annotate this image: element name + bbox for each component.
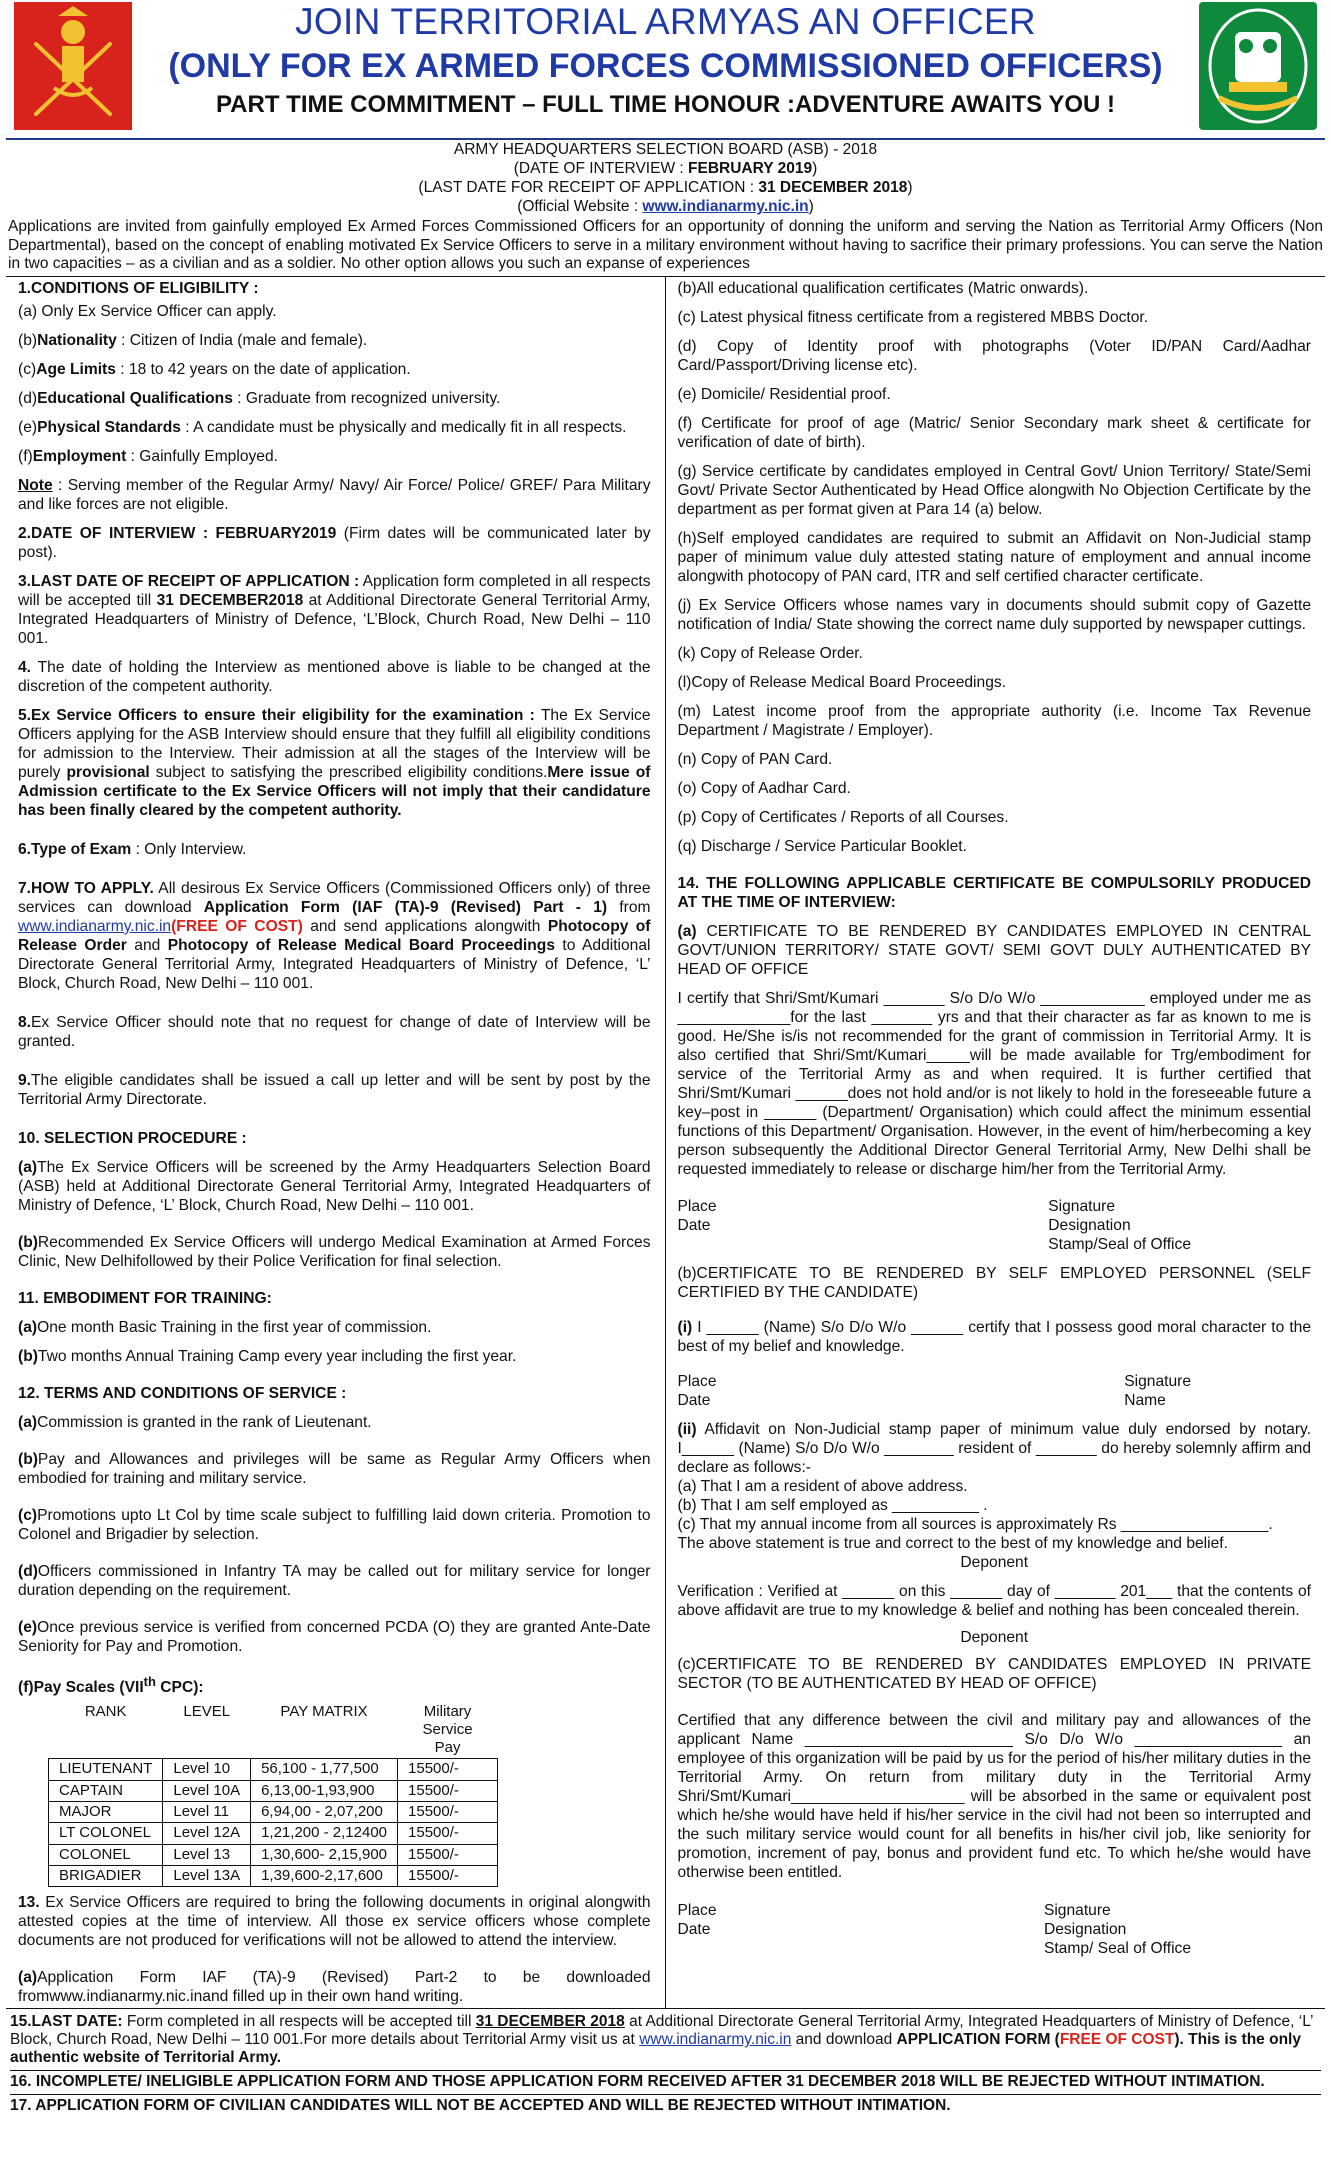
- eligibility-note: Note : Serving member of the Regular Army/ Navy/ Air Force/ Police/ GREF/ Para Military and like forces are not eligible.: [18, 476, 651, 513]
- table-cell: CAPTAIN: [49, 1780, 163, 1801]
- signature-line: Signature: [1048, 1198, 1116, 1216]
- pay-scales-heading: (f)Pay Scales (VIIth CPC):: [18, 1674, 204, 1697]
- affidavit-a: (a) That I am a resident of above address.: [677, 1478, 968, 1496]
- eligibility-e: (e)Physical Standards : A candidate must be physically and medically fit in all respects.: [18, 418, 627, 436]
- eligibility-c: (c)Age Limits : 18 to 42 years on the date of application.: [18, 360, 411, 378]
- asb-line: ARMY HEADQUARTERS SELECTION BOARD (ASB) - 2018: [453, 141, 878, 158]
- table-cell: 1,21,200 - 2,12400: [251, 1823, 398, 1844]
- section-heading: 12. TERMS AND CONDITIONS OF SERVICE :: [18, 1385, 347, 1403]
- table-cell: 6,94,00 - 2,07,200: [251, 1802, 398, 1823]
- signature-line: Date: [677, 1392, 711, 1410]
- table-cell: 56,100 - 1,77,500: [251, 1759, 398, 1780]
- table-row: [49, 1823, 498, 1844]
- table-row: [49, 1780, 498, 1801]
- terms-e: (e)Once previous service is verified from concerned PCDA (O) they are granted Ante-Date Seniority for Pay and Promotion.: [18, 1619, 651, 1656]
- website-link[interactable]: www.indianarmy.nic.in: [639, 2031, 792, 2049]
- column-header: Military Service Pay: [398, 1702, 498, 1759]
- last-date-line: (LAST DATE FOR RECEIPT OF APPLICATION : 31 DECEMBER 2018): [418, 179, 913, 196]
- certificate-c-title: (c)CERTIFICATE TO BE RENDERED BY CANDIDATES EMPLOYED IN PRIVATE SECTOR (TO BE AUTHENTICATED BY HEAD OF OFFICE): [677, 1656, 1311, 1693]
- table-cell: 15500/-: [398, 1759, 498, 1780]
- eligibility-b: (b)Nationality : Citizen of India (male and female).: [18, 331, 368, 349]
- note-16: 16. INCOMPLETE/ INELIGIBLE APPLICATION FORM AND THOSE APPLICATION FORM RECEIVED AFTER 31 DECEMBER 2018 WILL BE REJECTED WITHOUT INTIMATION.: [10, 2071, 1321, 2095]
- document-k: (k) Copy of Release Order.: [677, 644, 863, 662]
- documents-a: (a)Application Form IAF (TA)-9 (Revised) Part-2 to be downloaded fromwww.indianarmy.nic.inand filled up in their own hand writing.: [18, 1969, 651, 2006]
- affidavit-b: (b) That I am self employed as __________ .: [677, 1497, 988, 1515]
- content-columns: [6, 277, 1325, 2010]
- document-f: (f) Certificate for proof of age (Matric/ Senior Secondary mark sheet & certificate for verification of date of birth).: [677, 414, 1311, 451]
- pay-scale-table: [48, 1702, 498, 1888]
- training-a: (a)One month Basic Training in the first year of commission.: [18, 1319, 432, 1337]
- deponent-label: Deponent: [960, 1629, 1029, 1647]
- note-15: 15.LAST DATE: Form completed in all respects will be accepted till 31 DECEMBER 2018 at Additional Directorate General Territorial Army, Integrated Headquarters of Ministry of Defence, ‘L’ Block, Church Road, New Delhi – 110 001.For more details about Territorial Army visit us at www.indianarmy.nic.in and download APPLICATION FORM (FREE OF COST). This is the only authentic website of Territorial Army.: [10, 2011, 1321, 2071]
- signature-line: Place: [677, 1373, 717, 1391]
- document-q: (q) Discharge / Service Particular Booklet.: [677, 837, 967, 855]
- eligibility-d: (d)Educational Qualifications : Graduate from recognized university.: [18, 389, 501, 407]
- place-date: [678, 1901, 717, 1958]
- website-line: (Official Website : www.indianarmy.nic.in): [517, 198, 814, 215]
- table-cell: 1,39,600-2,17,600: [251, 1865, 398, 1886]
- eligibility-a: (a) Only Ex Service Officer can apply.: [18, 302, 277, 320]
- document-m: (m) Latest income proof from the appropriate authority (i.e. Income Tax Revenue Department / Magistrate / Employer).: [677, 702, 1311, 739]
- table-cell: Level 13: [163, 1844, 251, 1865]
- signature-line: Stamp/Seal of Office: [1048, 1236, 1191, 1254]
- verification-text: Verification : Verified at ______ on this ______ day of _______ 201___ that the contents of above affidavit are true to my knowledge & belief and nothing has been concealed therein.: [677, 1583, 1311, 1620]
- header: [6, 0, 1325, 140]
- section-heading: 11. EMBODIMENT FOR TRAINING:: [18, 1290, 272, 1308]
- document-j: (j) Ex Service Officers whose names vary in documents should submit copy of Gazette notification of India/ State showing the correct name duly supported by newspaper cuttings.: [677, 596, 1311, 633]
- signature-block: [678, 1901, 1312, 1958]
- signature-line: Designation: [1043, 1920, 1127, 1938]
- terms-c: (c)Promotions upto Lt Col by time scale subject to fulfilling laid down criteria. Promotion to Colonel and Brigadier by selection.: [18, 1507, 651, 1544]
- section-8: 8.Ex Service Officer should note that no request for change of date of Interview will be granted.: [18, 1013, 651, 1050]
- download-link[interactable]: www.indianarmy.nic.in: [18, 917, 172, 935]
- affidavit-d: The above statement is true and correct to the best of my knowledge and belief.: [677, 1535, 1228, 1553]
- section-2: 2.DATE OF INTERVIEW : FEBRUARY2019 (Firm dates will be communicated later by post).: [18, 524, 651, 561]
- section-6: 6.Type of Exam : Only Interview.: [18, 840, 247, 858]
- table-row: [49, 1865, 498, 1886]
- section-heading: 1.CONDITIONS OF ELIGIBILITY :: [18, 279, 259, 297]
- website-link[interactable]: www.indianarmy.nic.in: [642, 198, 809, 215]
- section-4: 4. The date of holding the Interview as mentioned above is liable to be changed at the discretion of the competent authority.: [18, 658, 651, 695]
- signature-line: Date: [677, 1217, 711, 1235]
- deponent-label: Deponent: [960, 1554, 1029, 1572]
- document-p: (p) Copy of Certificates / Reports of all Courses.: [677, 808, 1009, 826]
- column-header: LEVEL: [163, 1702, 251, 1759]
- section-9: 9.The eligible candidates shall be issued a call up letter and will be sent by post by the Territorial Army Directorate.: [18, 1072, 651, 1109]
- tagline: PART TIME COMMITMENT – FULL TIME HONOUR :ADVENTURE AWAITS YOU !: [215, 91, 1116, 118]
- intro-paragraph: Applications are invited from gainfully employed Ex Armed Forces Commissioned Officers for an opportunity of donning the uniform and serving the Nation as Territorial Army Officers (Non Departmental), based on the concept of enabling motivated Ex Service Officers to serve in a military environment without having to sacrifice their primary professions. You can serve the Nation in two capacities – as a civilian and as a soldier. No other option allows you such an expanse of experiences: [6, 216, 1325, 277]
- table-cell: 15500/-: [398, 1780, 498, 1801]
- place-date: [678, 1197, 717, 1254]
- signature-fields: [1044, 1901, 1191, 1958]
- selection-a: (a)The Ex Service Officers will be screened by the Army Headquarters Selection Board (ASB) held at Additional Directorate General Territorial Army, Integrated Headquarters of Ministry of Defence, ‘L’ Block, Church Road, New Delhi – 110 001.: [18, 1159, 651, 1215]
- table-cell: Level 10: [163, 1759, 251, 1780]
- signature-line: Signature: [1043, 1901, 1111, 1919]
- national-emblem-icon: [1199, 2, 1317, 130]
- signature-block: [678, 1197, 1312, 1254]
- asb-info: [6, 140, 1325, 216]
- signature-line: Name: [1124, 1392, 1166, 1410]
- terms-a: (a)Commission is granted in the rank of Lieutenant.: [18, 1414, 372, 1432]
- table-row: [49, 1844, 498, 1865]
- table-cell: BRIGADIER: [49, 1865, 163, 1886]
- signature-line: Date: [677, 1920, 711, 1938]
- certificate-a-title: (a) CERTIFICATE TO BE RENDERED BY CANDIDATES EMPLOYED IN CENTRAL GOVT/UNION TERRITORY/ STATE GOVT/ SEMI GOVT DULY AUTHENTICATED BY HEAD OF OFFICE: [677, 922, 1311, 978]
- page-title: JOIN TERRITORIAL ARMYAS AN OFFICER: [295, 1, 1036, 42]
- right-column: [666, 277, 1326, 2009]
- table-cell: LT COLONEL: [49, 1823, 163, 1844]
- table-cell: 15500/-: [398, 1823, 498, 1844]
- table-row: [49, 1759, 498, 1780]
- section-7: 7.HOW TO APPLY. All desirous Ex Service Officers (Commissioned Officers only) of three services can download Application Form (IAF (TA)-9 (Revised) Part - 1) from www.indianarmy.nic.in(FREE OF COST) and send applications alongwith Photocopy of Release Order and Photocopy of Release Medical Board Proceedings to Additional Directorate General Territorial Army, Integrated Headquarters of Ministry of Defence, ‘L’ Block, Church Road, New Delhi – 110 001.: [18, 879, 651, 992]
- table-cell: Level 10A: [163, 1780, 251, 1801]
- army-emblem-icon: [14, 2, 132, 130]
- document-o: (o) Copy of Aadhar Card.: [677, 779, 851, 797]
- table-cell: 6,13,00-1,93,900: [251, 1780, 398, 1801]
- certificate-c-body: Certified that any difference between the civil and military pay and allowances of the applicant Name ________________________ S/o D/o W/o _________________ an employee of this organization will be paid by us for the period of his/her military duties in the Territorial Army. On return from military duty in the Territorial Army Shri/Smt/Kumari____________________ will be absorbed in the same or equivalent post which he/she would have held if his/her service in the civil had not been so interrupted and the such military service would count for all benefits in his/her civil job, like seniority for promotion, increment of pay, bonus and provident fund etc. To which he/she would have otherwise been entitled.: [677, 1712, 1311, 1882]
- certificate-b-title: (b)CERTIFICATE TO BE RENDERED BY SELF EMPLOYED PERSONNEL (SELF CERTIFIED BY THE CANDIDATE): [677, 1265, 1311, 1302]
- place-date: [678, 1372, 717, 1410]
- certificate-b-i: (i) I ______ (Name) S/o D/o W/o ______ certify that I possess good moral character to the best of my belief and knowledge.: [677, 1319, 1311, 1356]
- table-cell: Level 13A: [163, 1865, 251, 1886]
- table-cell: 15500/-: [398, 1802, 498, 1823]
- document-d: (d) Copy of Identity proof with photographs (Voter ID/PAN Card/Aadhar Card/Passport/Driving license etc).: [677, 337, 1311, 374]
- signature-line: Place: [677, 1901, 717, 1919]
- table-body: [49, 1759, 498, 1887]
- table-cell: MAJOR: [49, 1802, 163, 1823]
- signature-fields: [1048, 1197, 1191, 1254]
- signature-line: Designation: [1048, 1217, 1131, 1235]
- page-subtitle: (ONLY FOR EX ARMED FORCES COMMISSIONED OFFICERS): [168, 47, 1163, 85]
- left-column: [6, 277, 666, 2009]
- signature-block: [678, 1372, 1312, 1410]
- selection-b: (b)Recommended Ex Service Officers will undergo Medical Examination at Armed Forces Clinic, New Delhifollowed by their Police Verification for final selection.: [18, 1234, 651, 1271]
- table-cell: 1,30,600- 2,15,900: [251, 1844, 398, 1865]
- document-l: (l)Copy of Release Medical Board Proceedings.: [677, 673, 1006, 691]
- section-3: 3.LAST DATE OF RECEIPT OF APPLICATION : Application form completed in all respects will be accepted till 31 DECEMBER2018 at Additional Directorate General Territorial Army, Integrated Headquarters of Ministry of Defence, ‘L’Block, Church Road, New Delhi – 110 001.: [18, 572, 651, 647]
- note-17: 17. APPLICATION FORM OF CIVILIAN CANDIDATES WILL NOT BE ACCEPTED AND WILL BE REJECTED WITHOUT INTIMATION.: [10, 2097, 951, 2115]
- column-header: RANK: [49, 1702, 163, 1759]
- document-h: (h)Self employed candidates are required to submit an Affidavit on Non-Judicial stamp paper of minimum value duly attested stating nature of employment and annual income alongwith photocopy of PAN card, ITR and self certified character certificate.: [677, 529, 1311, 585]
- section-13: 13. Ex Service Officers are required to bring the following documents in original alongwith attested copies at the time of interview. All those ex service officers whose complete documents are not produced for verifications will not be allowed to attend the interview.: [18, 1894, 651, 1950]
- document-e: (e) Domicile/ Residential proof.: [677, 385, 891, 403]
- table-cell: 15500/-: [398, 1865, 498, 1886]
- table-cell: Level 12A: [163, 1823, 251, 1844]
- signature-line: Place: [677, 1198, 717, 1216]
- document-c: (c) Latest physical fitness certificate from a registered MBBS Doctor.: [677, 308, 1149, 326]
- affidavit-c: (c) That my annual income from all sources is approximately Rs _________________.: [677, 1516, 1273, 1534]
- certificate-b-ii: (ii) Affidavit on Non-Judicial stamp paper of minimum value duly endorsed by notary. I______ (Name) S/o D/o W/o ________ resident of _______ do hereby solemnly affirm and declare as follows:-: [677, 1421, 1311, 1477]
- terms-d: (d)Officers commissioned in Infantry TA may be called out for military service for longer duration depending on the requirement.: [18, 1563, 651, 1600]
- signature-line: Signature: [1124, 1373, 1191, 1391]
- signature-fields: [1124, 1372, 1191, 1410]
- table-cell: 15500/-: [398, 1844, 498, 1865]
- table-cell: LIEUTENANT: [49, 1759, 163, 1780]
- footer-notes: [6, 2009, 1325, 2120]
- terms-b: (b)Pay and Allowances and privileges will be same as Regular Army Officers when embodied for training and military service.: [18, 1451, 651, 1488]
- column-header: PAY MATRIX: [251, 1702, 398, 1759]
- eligibility-f: (f)Employment : Gainfully Employed.: [18, 447, 278, 465]
- interview-date-line: (DATE OF INTERVIEW : FEBRUARY 2019): [513, 160, 818, 177]
- signature-line: Stamp/ Seal of Office: [1043, 1939, 1191, 1957]
- section-5: 5.Ex Service Officers to ensure their eligibility for the examination : The Ex Service Officers applying for the ASB Interview should ensure that they fulfill all eligibility conditions for admission to the Interview. Their admission at all the stages of the Interview will be purely provisional subject to satisfying the prescribed eligibility conditions.Mere issue of Admission certificate to the Ex Service Officers will not imply that their candidature has been finally cleared by the competent authority.: [18, 706, 651, 819]
- certificate-a-body: I certify that Shri/Smt/Kumari _______ S/o D/o W/o ____________ employed under me as _____________for the last _______ yrs and that their character as far as known to me is good. He/She is/is not recommended for the grant of commission in Territorial Army. It is also certified that Shri/Smt/Kumari_____will be made available for Trg/embodiment for service of the Territorial Army as and when required. It is further certified that Shri/Smt/Kumari ______does not hold and/or is not likely to hold in the foreseeable future a key–post in ______ (Department/ Organisation) which could affect the minimum essential functions of this Department/ Organisation. However, in the event of him/herbecoming a key person subsequently the Additional Director General Territorial Army, New Delhi shall be requested immediately to release or discharge him/her from the Territorial Army.: [677, 989, 1311, 1179]
- training-b: (b)Two months Annual Training Camp every year including the first year.: [18, 1348, 517, 1366]
- section-heading: 14. THE FOLLOWING APPLICABLE CERTIFICATE BE COMPULSORILY PRODUCED AT THE TIME OF INTERVIEW:: [677, 874, 1311, 911]
- table-row: [49, 1802, 498, 1823]
- document-g: (g) Service certificate by candidates employed in Central Govt/ Union Territory/ State/Semi Govt/ Private Sector Authenticated by Head Office alongwith No Objection Certificate by the department as per format given at Para 14 (a) below.: [677, 462, 1311, 518]
- table-cell: Level 11: [163, 1802, 251, 1823]
- document-b: (b)All educational qualification certificates (Matric onwards).: [677, 279, 1089, 297]
- table-cell: COLONEL: [49, 1844, 163, 1865]
- table-header-row: [49, 1702, 498, 1759]
- document-n: (n) Copy of PAN Card.: [677, 750, 833, 768]
- section-heading: 10. SELECTION PROCEDURE :: [18, 1130, 247, 1148]
